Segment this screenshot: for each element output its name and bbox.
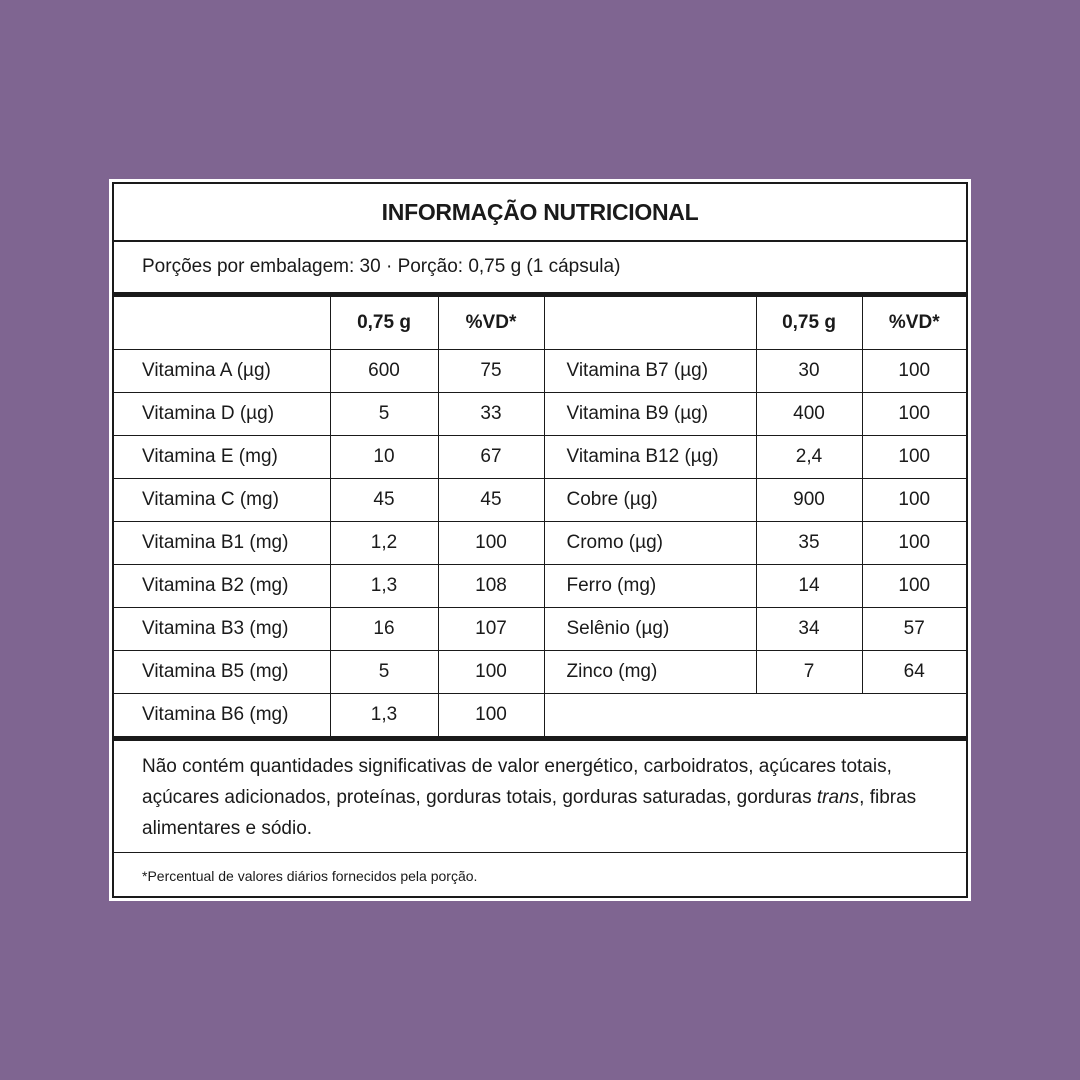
note-text-after: , fibras alimentares e sódio. [142, 787, 917, 839]
header-amount-left: 0,75 g [330, 297, 438, 350]
header-blank-right [544, 297, 756, 350]
nutrient-name-left: Vitamina C (mg) [114, 479, 330, 522]
table-header-row [114, 297, 966, 350]
nutrient-amount-left: 16 [330, 608, 438, 651]
footnote: *Percentual de valores diários fornecidos pela porção. [142, 868, 478, 884]
empty-cell [544, 694, 966, 737]
nutrient-name-left: Vitamina B1 (mg) [114, 522, 330, 565]
nutrient-name-right: Vitamina B7 (µg) [544, 350, 756, 393]
nutrition-table [114, 297, 966, 736]
table-row [114, 565, 966, 608]
nutrient-dv-right: 100 [862, 436, 966, 479]
nutrient-name-left: Vitamina B2 (mg) [114, 565, 330, 608]
table-row [114, 350, 966, 393]
nutrient-name-left: Vitamina A (µg) [114, 350, 330, 393]
nutrient-dv-left: 100 [438, 651, 544, 694]
nutrition-title: INFORMAÇÃO NUTRICIONAL [114, 184, 966, 242]
note-text-before: Não contém quantidades significativas de valor energético, carboidratos, açúcares totais, açúcares adicionados, proteínas, gorduras totais, gorduras saturadas, gorduras [142, 756, 892, 808]
nutrition-facts-panel [109, 179, 971, 901]
table-row [114, 393, 966, 436]
nutrient-dv-right: 100 [862, 522, 966, 565]
nutrient-amount-right: 35 [756, 522, 862, 565]
nutrition-facts-frame [112, 182, 968, 898]
nutrient-name-right: Vitamina B9 (µg) [544, 393, 756, 436]
nutrient-amount-left: 45 [330, 479, 438, 522]
nutrient-name-left: Vitamina E (mg) [114, 436, 330, 479]
nutrient-dv-left: 75 [438, 350, 544, 393]
nutrient-dv-right: 100 [862, 350, 966, 393]
nutrient-dv-right: 100 [862, 565, 966, 608]
nutrient-dv-left: 100 [438, 522, 544, 565]
table-row [114, 522, 966, 565]
nutrient-amount-left: 1,3 [330, 694, 438, 737]
table-row [114, 608, 966, 651]
nutrient-amount-right: 900 [756, 479, 862, 522]
nutrient-dv-right: 100 [862, 393, 966, 436]
table-row [114, 694, 966, 737]
header-dv-left: %VD* [438, 297, 544, 350]
nutrient-name-right: Ferro (mg) [544, 565, 756, 608]
nutrient-name-right: Selênio (µg) [544, 608, 756, 651]
nutrient-amount-right: 7 [756, 651, 862, 694]
nutrient-dv-left: 108 [438, 565, 544, 608]
nutrient-amount-right: 14 [756, 565, 862, 608]
table-row [114, 651, 966, 694]
nutrient-dv-left: 107 [438, 608, 544, 651]
nutrient-name-right: Zinco (mg) [544, 651, 756, 694]
nutrient-amount-right: 30 [756, 350, 862, 393]
nutrient-dv-left: 33 [438, 393, 544, 436]
header-amount-right: 0,75 g [756, 297, 862, 350]
nutrient-amount-right: 400 [756, 393, 862, 436]
nutrient-amount-left: 1,3 [330, 565, 438, 608]
nutrient-amount-left: 5 [330, 393, 438, 436]
nutrient-name-left: Vitamina B5 (mg) [114, 651, 330, 694]
nutrient-name-left: Vitamina B3 (mg) [114, 608, 330, 651]
not-significant-note [114, 736, 966, 853]
nutrient-dv-right: 57 [862, 608, 966, 651]
nutrient-dv-left: 67 [438, 436, 544, 479]
note-text-italic: trans [816, 787, 860, 808]
table-row [114, 479, 966, 522]
nutrient-name-right: Vitamina B12 (µg) [544, 436, 756, 479]
nutrient-amount-right: 2,4 [756, 436, 862, 479]
nutrient-dv-right: 100 [862, 479, 966, 522]
nutrient-dv-left: 45 [438, 479, 544, 522]
nutrient-name-right: Cobre (µg) [544, 479, 756, 522]
header-dv-right: %VD* [862, 297, 966, 350]
table-row [114, 436, 966, 479]
nutrient-dv-right: 64 [862, 651, 966, 694]
nutrient-name-left: Vitamina B6 (mg) [114, 694, 330, 737]
serving-info: Porções por embalagem: 30 · Porção: 0,75 g (1 cápsula) [114, 242, 966, 297]
nutrient-amount-left: 10 [330, 436, 438, 479]
nutrient-name-left: Vitamina D (µg) [114, 393, 330, 436]
nutrient-amount-left: 5 [330, 651, 438, 694]
nutrient-amount-left: 1,2 [330, 522, 438, 565]
nutrient-dv-left: 100 [438, 694, 544, 737]
nutrient-amount-right: 34 [756, 608, 862, 651]
nutrient-amount-left: 600 [330, 350, 438, 393]
nutrient-name-right: Cromo (µg) [544, 522, 756, 565]
header-blank-left [114, 297, 330, 350]
